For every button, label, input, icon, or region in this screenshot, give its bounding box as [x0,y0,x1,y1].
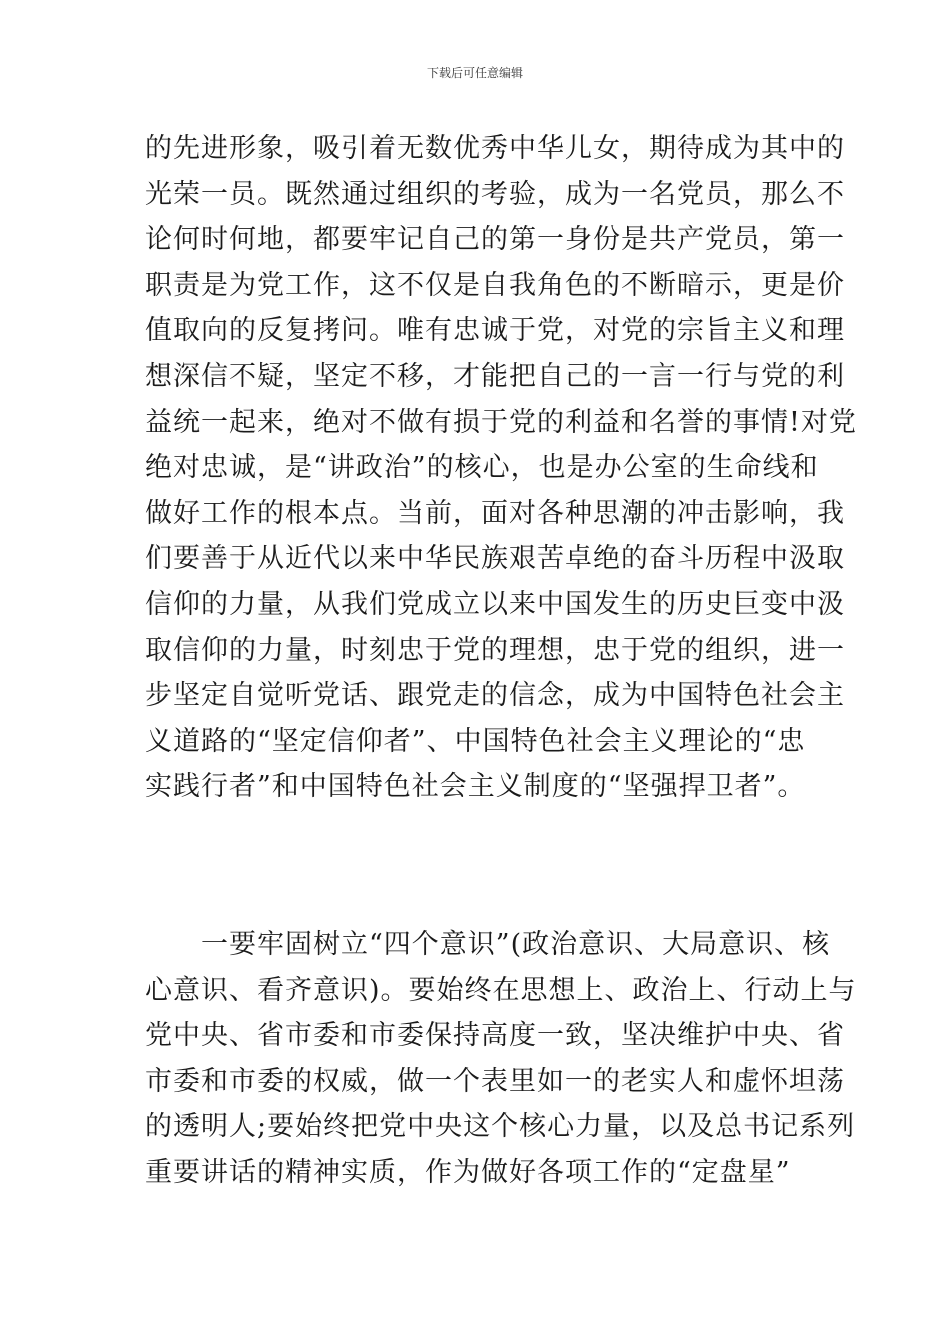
text-line: 想深信不疑，坚定不移，才能把自己的一言一行与党的利 [145,360,845,392]
text-line: 做好工作的根本点。当前，面对各种思潮的冲击影响，我 [145,497,845,529]
text-line: 步坚定自觉听党话、跟党走的信念，成为中国特色社会主 [145,680,845,712]
text-line: 实践行者”和中国特色社会主义制度的“坚强捍卫者”。 [145,771,806,803]
text-line: 益统一起来，绝对不做有损于党的利益和名誉的事情!对党 [145,406,857,438]
text-line: 市委和市委的权威，做一个表里如一的老实人和虚怀坦荡 [145,1065,845,1097]
paragraph-2 [145,922,857,1196]
text-line: 们要善于从近代以来中华民族艰苦卓绝的奋斗历程中汲取 [145,543,845,575]
text-line: 光荣一员。既然通过组织的考验，成为一名党员，那么不 [145,178,845,210]
text-line: 信仰的力量，从我们党成立以来中国发生的历史巨变中汲 [145,588,845,620]
text-line: 一要牢固树立“四个意识”(政治意识、大局意识、核 [201,929,831,960]
text-line: 职责是为党工作，这不仅是自我角色的不断暗示，更是价 [145,269,845,301]
text-line: 心意识、看齐意识)。要始终在思想上、政治上、行动上与 [145,974,857,1006]
paragraph-1 [145,126,857,810]
text-line: 重要讲话的精神实质，作为做好各项工作的“定盘星” [145,1156,791,1188]
text-line: 取信仰的力量，时刻忠于党的理想，忠于党的组织，进一 [145,634,845,666]
text-line: 绝对忠诚，是“讲政治”的核心，也是办公室的生命线和 [145,452,819,484]
text-line: 义道路的“坚定信仰者”、中国特色社会主义理论的“忠 [145,725,806,757]
text-line: 党中央、省市委和市委保持高度一致，坚决维护中央、省 [145,1020,845,1052]
text-line: 的先进形象，吸引着无数优秀中华儿女，期待成为其中的 [145,133,845,164]
text-line: 的透明人;要始终把党中央这个核心力量，以及总书记系列 [145,1111,856,1143]
text-line: 论何时何地，都要牢记自己的第一身份是共产党员，第一 [145,224,845,256]
text-line: 值取向的反复拷问。唯有忠诚于党，对党的宗旨主义和理 [145,315,845,347]
page-header: 下载后可任意编辑 [426,66,523,80]
